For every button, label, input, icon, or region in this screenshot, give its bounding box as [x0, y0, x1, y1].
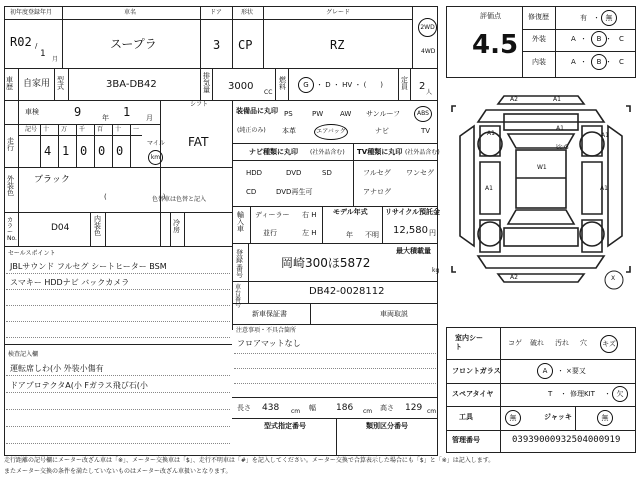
- score-ext-grade: C: [619, 35, 624, 43]
- inspection-month-unit: 月: [146, 114, 153, 122]
- damage-a1-lower-left: A1: [485, 185, 493, 192]
- admin-no-value: 03939000932504000919: [512, 435, 621, 445]
- width-unit: cm: [363, 408, 373, 415]
- mileage-digit-head: 一: [133, 126, 140, 133]
- repair-no-circle: 無: [601, 10, 617, 26]
- fuel-g-circle: G: [298, 77, 314, 93]
- length-value: 438: [262, 403, 280, 413]
- mileage-divider: [40, 124, 41, 167]
- model-year-unit: 年: [346, 231, 353, 239]
- score-int-grade-dot: ・: [580, 58, 587, 66]
- exterior-color-paren: ( ): [104, 193, 166, 201]
- capacity-value: 2: [419, 81, 426, 92]
- mile-label: マイル: [147, 140, 165, 147]
- usage-label: 車歴: [6, 76, 13, 91]
- plate-value: 岡崎300ほ5872: [281, 256, 371, 270]
- model-year-label: モデル年式: [333, 208, 368, 216]
- notes-label: 注意事項・不具合箇所: [236, 327, 297, 334]
- equipment-item: TV: [421, 127, 431, 135]
- score-int-grade-dot: ・: [605, 58, 612, 66]
- jack-label: ジャッキ: [544, 413, 572, 421]
- exterior-color-label: 外装色: [7, 175, 14, 197]
- tv-option: フルセグ: [363, 169, 391, 177]
- damage-glass-note: ﾋﾋ:G: [556, 144, 569, 151]
- seat-scratch-circle: キズ: [600, 335, 618, 353]
- equipment-label: 装備品に丸印: [236, 107, 278, 115]
- equipment-item: PW: [312, 110, 324, 118]
- mileage-digit-head: 記号: [25, 126, 38, 133]
- damage-a2-front: A2: [510, 96, 518, 103]
- fuel-label: 燃料: [279, 76, 286, 91]
- admin-no-label: 管理番号: [452, 436, 480, 444]
- inspection-month: 1: [123, 105, 131, 119]
- footer-note-1: 走行距離の記号欄にメーター改ざん車は「※」、メーター交換車は「$」、走行不明車は「#」を記入してください。メーター交換で合算表示した場合にも「$」と「※」は記入します。: [4, 457, 495, 464]
- damage-a1-mid: A1: [556, 125, 564, 132]
- length-label: 長さ: [237, 404, 251, 412]
- exterior-grade-label: 外装: [532, 35, 546, 43]
- cc-unit: CC: [264, 89, 273, 96]
- import-label: 輸入車: [237, 211, 244, 233]
- spare-tire-kit: 修理KIT: [570, 390, 595, 398]
- registration-slash: /: [35, 42, 38, 50]
- footer-note-2: またメーター交換の条件を満たしていないものはメーター改ざん車扱いとなります。: [4, 468, 232, 475]
- shape-label: 形状: [241, 9, 254, 16]
- displacement-value: 3000: [228, 81, 254, 92]
- mileage-divider: [130, 124, 131, 167]
- spare-tire-t: T: [548, 390, 553, 398]
- color-change-note: 色替車は色替と記入: [152, 196, 207, 203]
- inspector-note-1: 運転席しわ(小 外装小傷有: [10, 364, 104, 373]
- width-value: 186: [336, 403, 354, 413]
- exterior-color-value: ブラック: [34, 175, 70, 185]
- tv-option: アナログ: [363, 188, 391, 196]
- repair-yes: 有: [580, 14, 587, 22]
- registration-year: R02: [10, 35, 32, 49]
- score-label: 評価点: [480, 12, 501, 20]
- drive-4wd: 4WD: [421, 48, 436, 55]
- interior-color-label: 内装色: [94, 215, 101, 237]
- model-code: 3BA-DB42: [106, 79, 157, 90]
- damage-x-mark: X: [611, 275, 616, 282]
- mileage-label: 走行: [7, 137, 14, 152]
- type-spec-label: 型式指定番号: [264, 422, 306, 430]
- class-spec-label: 類別区分番号: [366, 422, 408, 430]
- displacement-label: 排気量: [203, 72, 210, 94]
- navi-option: DVD: [286, 169, 302, 177]
- aircon-label: 冷房: [173, 219, 180, 234]
- body-shape: CP: [238, 38, 253, 52]
- navi-option: DVD再生可: [276, 188, 313, 196]
- mileage-digit-head: 十: [43, 126, 50, 133]
- car-name-label: 車名: [124, 9, 137, 16]
- interior-seat-label: 室内シート: [455, 334, 483, 352]
- door-count: 3: [213, 38, 221, 52]
- mileage-digit-head: 万: [61, 126, 68, 133]
- damage-a1-front: A1: [553, 96, 561, 103]
- seat-item: 汚れ: [555, 339, 569, 347]
- mileage-divider: [58, 124, 59, 167]
- drive-2wd-circle: 2WD: [418, 18, 437, 37]
- score-int-grade: A: [571, 58, 576, 66]
- capacity-label: 定員: [401, 76, 408, 91]
- front-glass-a-circle: A: [537, 363, 553, 379]
- width-label: 幅: [309, 404, 316, 412]
- equipment-item: 本革: [282, 127, 296, 135]
- spare-tire-label: スペアタイヤ: [452, 390, 494, 398]
- vehicle-manual: 車両取説: [380, 310, 408, 318]
- inspector-note-2: ドアプロテクタA(小 Fガラス飛び石(小: [10, 381, 148, 390]
- recycle-value: 12,580: [393, 225, 428, 236]
- usage-value: 自家用: [23, 79, 51, 89]
- mileage-digit: 0: [80, 144, 88, 158]
- mileage-digit: 0: [98, 144, 106, 158]
- mileage-digit-head: 千: [79, 126, 86, 133]
- car-name: スープラ: [110, 37, 157, 51]
- grade-label: グレード: [326, 9, 351, 16]
- damage-a2-rear: A2: [510, 274, 518, 281]
- tv-sub: (社外品含む): [405, 149, 440, 156]
- tv-label: TV種類に丸印: [357, 148, 403, 156]
- navi-sub: (社外品含む): [310, 149, 345, 156]
- tools-none-circle: 無: [505, 410, 521, 426]
- height-label: 高さ: [380, 404, 394, 412]
- tools-label: 工具: [459, 413, 473, 421]
- inspection-label: 車検: [25, 108, 39, 116]
- height-unit: cm: [427, 408, 437, 415]
- damage-a1-left: A1: [487, 130, 495, 137]
- inspector-notes-label: 検査記入欄: [8, 351, 39, 358]
- registration-month: 1: [40, 49, 46, 59]
- recycle-label: リサイクル預託金: [385, 208, 441, 216]
- model-label: 型式: [57, 76, 64, 91]
- equipment-abs-circle: ABS: [414, 106, 432, 122]
- sales-point-line-2: スマキー HDDナビ バックカメラ: [10, 278, 130, 287]
- length-unit: cm: [291, 408, 301, 415]
- chassis-label: 車台番号: [235, 284, 242, 309]
- score-ext-grade-dot: ・: [605, 35, 612, 43]
- seat-item: 穴: [580, 339, 587, 347]
- interior-grade-label: 内装: [532, 58, 546, 66]
- mileage-digit: 0: [116, 144, 124, 158]
- import-parallel: 並行: [263, 229, 277, 237]
- repair-label: 修復歴: [528, 13, 549, 21]
- color-no-label: カラーNo.: [7, 217, 17, 242]
- notes-value: フロアマットなし: [237, 339, 301, 348]
- equipment-item: PS: [284, 110, 293, 118]
- first-registration-label: 初年度登録年月: [10, 9, 53, 16]
- spare-tire-dot1: ・: [560, 390, 567, 398]
- shift-value: FAT: [188, 135, 209, 149]
- equipment-item: ナビ: [375, 127, 389, 135]
- navi-option: HDD: [246, 169, 263, 177]
- damage-a1-right: A1: [601, 132, 609, 139]
- repair-dot: ・: [593, 14, 600, 22]
- tv-option: ワンセグ: [406, 169, 434, 177]
- seat-item: コゲ: [508, 339, 522, 347]
- import-dealer: ディーラー: [255, 211, 290, 219]
- import-right: 右 H: [302, 211, 317, 219]
- max-load-label: 最大積載量: [396, 247, 431, 255]
- km-unit-circle: km: [148, 150, 163, 165]
- recycle-unit: 円: [429, 229, 436, 237]
- navi-option: CD: [246, 188, 257, 196]
- equipment-item: AW: [340, 110, 352, 118]
- car-diagram: [446, 86, 636, 318]
- equipment-sub: (純正のみ): [237, 127, 266, 134]
- sales-point-line-1: JBLサウンド フルセグ シートヒーター BSM: [10, 262, 167, 271]
- navi-option: SD: [322, 169, 332, 177]
- shift-label: シフト: [190, 101, 209, 108]
- score-ext-grade-dot: ・: [580, 35, 587, 43]
- score-int-grade: C: [619, 58, 624, 66]
- score-ext-grade-selected: B: [591, 31, 607, 47]
- equipment-airbag-circle: エアバッグ: [314, 124, 348, 140]
- mileage-digit-head: 十: [115, 126, 122, 133]
- door-label: ドア: [210, 9, 222, 16]
- height-value: 129: [405, 403, 423, 413]
- spare-tire-missing-circle: 欠: [612, 386, 628, 402]
- spare-tire-dot2: ・: [604, 390, 611, 398]
- mileage-digit: 1: [62, 144, 70, 158]
- inspection-year-unit: 年: [102, 114, 109, 122]
- month-unit: 月: [52, 56, 59, 63]
- sales-point-label: セールスポイント: [8, 250, 56, 257]
- mileage-digit-head: 百: [97, 126, 104, 133]
- mileage-divider: [94, 124, 95, 167]
- seat-item: 破れ: [530, 339, 544, 347]
- front-glass-label: フロントガラス: [452, 367, 501, 375]
- color-no-value: D04: [51, 223, 70, 233]
- model-year-unknown: 不明: [365, 231, 379, 239]
- front-glass-dot: ・: [557, 367, 564, 375]
- jack-none-circle: 無: [597, 410, 613, 426]
- new-car-warranty: 新車保証書: [252, 310, 287, 318]
- score-value: 4.5: [472, 30, 519, 60]
- grade-value: RZ: [330, 38, 345, 52]
- mileage-digit: 4: [44, 144, 52, 158]
- mileage-divider: [76, 124, 77, 167]
- chassis-value: DB42-0028112: [309, 286, 385, 297]
- plate-label: 登録番号: [236, 249, 243, 280]
- front-glass-replace: ×要又: [566, 367, 586, 375]
- inspection-year: 9: [74, 105, 82, 119]
- damage-w1: W1: [537, 164, 547, 171]
- import-left: 左 H: [302, 229, 317, 237]
- mileage-divider: [112, 124, 113, 167]
- fuel-options: ・ D ・ HV ・ ( ): [316, 81, 384, 89]
- capacity-unit: 人: [426, 89, 433, 96]
- equipment-item: サンルーフ: [366, 110, 401, 118]
- max-load-unit: kg: [432, 267, 440, 274]
- damage-a1-lower-right: A1: [600, 185, 608, 192]
- navi-label: ナビ種類に丸印: [249, 148, 298, 156]
- score-int-grade-selected: B: [591, 54, 607, 70]
- score-ext-grade: A: [571, 35, 576, 43]
